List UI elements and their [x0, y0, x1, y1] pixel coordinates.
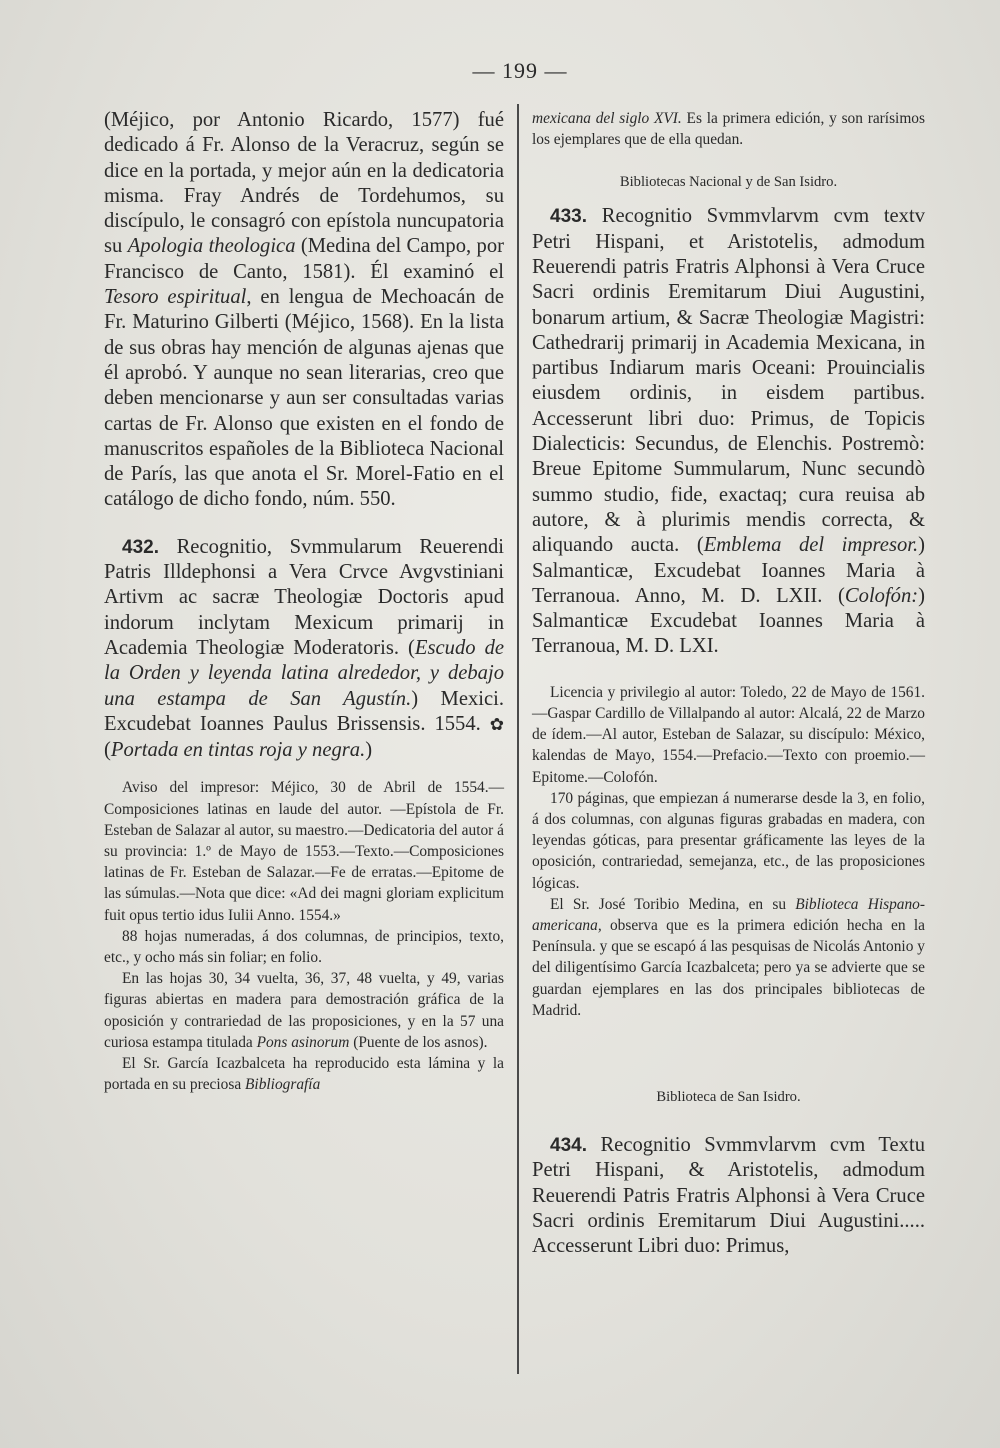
- title-tesoro: Tesoro espiritual: [104, 286, 247, 309]
- entry-433: 433. Recognitio Svmmvlarvm cvm textv Petri Hispani, et Aristotelis, admodum Reuerendi patris Fratris Alphonsi à Vera Cruce Sacri ordinis Eremitarum Diui Augustini, bonarum artium, & Sacræ Theologiæ Magistri: Cathedrarij primarij in Academia Mexicana, in partibus Indiarum maris Oceani: Prouincialis eiusdem ordinis, in eisdem partibus. Accesserunt libri duo: Primus, de Topicis Dialecticis: Secundus, de Elenchis. Postremò: Breue Epitome Summularum, Nunc secundò summo studio, fide, exactaq; cura reuisa ab autore, & à plurimis mendis correcta, & aliquando aucta. (Emblema del impresor.) Salmanticæ, Excudebat Ioannes Maria à Terranoua. Anno, M. D. LXII. (Colofón:) Salmanticæ Excudebat Ioannes Maria à Terranoua, M. D. LXI.: [532, 205, 925, 658]
- column-divider: [517, 104, 519, 1374]
- entry-433-note: El Sr. José Toribio Medina, en su Biblioteca Hispano-americana, observa que es la primera edición hecha en la Península. y que se escapó á las pesquisas de Nicolás Antonio y del diligentísimo García Icazbalceta; pero ya se advierte que se guardan ejemplares en las dos principales bibliotecas de Madrid.: [532, 895, 926, 1019]
- entry-434: 434. Recognitio Svmmvlarvm cvm Textu Petri Hispani, & Aristotelis, admodum Reuerendi Patris Fratris Alphonsi à Vera Cruce Sacri ordinis Eremitarum Diui Augustini..... Accesserunt Libri duo: Primus,: [532, 1134, 925, 1258]
- entry-433-collation: 170 páginas, que empiezan á numerarse desde la 3, en folio, á dos columnas, con algunas figuras grabadas en madera, con leyendas góticas, para presentar gráficamente las leyes de la oposición, contrariedad, semejanza, etc., de las proposiciones lógicas.: [532, 789, 925, 892]
- entry-number: 432.: [122, 536, 159, 558]
- right-column: [532, 108, 925, 1259]
- entry-number: 434.: [550, 1135, 587, 1156]
- library-location: Bibliotecas Nacional y de San Isidro.: [619, 174, 838, 191]
- entry-433-contents: Licencia y privilegio al autor: Toledo, 22 de Mayo de 1561.—Gaspar Cardillo de Villalpando al autor: Alcalá, 22 de Marzo de ídem.—Al autor, Esteban de Salazar, su discípulo: México, kalendas de Mayo, 1554.—Prefacio.—Texto con proemio.—Epitome.—Colofón.: [532, 683, 925, 786]
- fleuron-icon: ✿: [489, 714, 504, 735]
- entry-432-note-continued: mexicana del siglo XVI. Es la primera edición, y son rarísimos los ejemplares que de ella quedan.: [532, 110, 925, 149]
- page-number: — 199 —: [472, 58, 568, 83]
- entry-432-contents: Aviso del impresor: Méjico, 30 de Abril de 1554.—Composiciones latinas en laude del autor. —Epístola de Fr. Esteban de Salazar al autor, su maestro.—Dedicatoria del autor á su provincia: 1.º de Mayo de 1553.—Texto.—Composiciones latinas de Fr. Esteban de Salazar.—Fe de erratas.—Epitome de las súmulas.—Nota que dice: «Ad dei magni gloriam explicitum fuit opus tertio idus Iulii Anno. 1554.»: [104, 779, 504, 924]
- entry-432-note: El Sr. García Icazbalceta ha reproducido esta lámina y la portada en su preciosa Bibliografía: [104, 1055, 504, 1094]
- intro-paragraph: (Méjico, por Antonio Ricardo, 1577) fué dedicado á Fr. Alonso de la Veracruz, según se dice en la portada, y mejor aún en la dedicatoria misma. Fray Andrés de Tordehumos, su discípulo, le consagró con epístola nuncupatoria su Apologia theologica (Medina del Campo, por Francisco de Canto, 1581). Él examinó el Tesoro espiritual, en lengua de Mechoacán de Fr. Maturino Gilberti (Méjico, 1568). En la lista de sus obras hay mención de algunas ajenas que él aprobó. Y aunque no sean literarias, creo que deben mencionarse y aun ser consultadas varias cartas de Fr. Alonso que existen en el fondo de manuscritos españoles de la Biblioteca Nacional de París, las que anota el Sr. Morel-Fatio en el catálogo de dicho fondo, núm. 550.: [104, 109, 504, 511]
- entry-432-collation: 88 hojas numeradas, á dos columnas, de principios, texto, etc., y ocho más sin foliar; en folio.: [104, 927, 504, 967]
- title-apologia: Apologia theologica: [127, 235, 296, 258]
- entry-432-figures: En las hojas 30, 34 vuelta, 36, 37, 48 vuelta, y 49, varias figuras abiertas en madera para demostración gráfica de la oposición y contrariedad de las proposiciones, y en la 57 una curiosa estampa titulada Pons asinorum (Puente de los asnos).: [104, 970, 504, 1051]
- library-location: Biblioteca de San Isidro.: [656, 1089, 801, 1105]
- left-column: [104, 108, 504, 1095]
- entry-number: 433.: [550, 206, 587, 228]
- entry-432: 432. Recognitio, Svmmularum Reuerendi Patris Illdephonsi a Vera Crvce Avgvstiniani Artivm ac sacræ Theologiæ Doctoris apud indorum inclytam Mexicum primarij in Academia Theologiæ Moderatoris. (Escudo de la Orden y leyenda latina alrededor, y debajo una estampa de San Agustín.) Mexici. Excudebat Ioannes Paulus Brissensis. 1554. ✿ (Portada en tintas roja y negra.): [104, 535, 505, 762]
